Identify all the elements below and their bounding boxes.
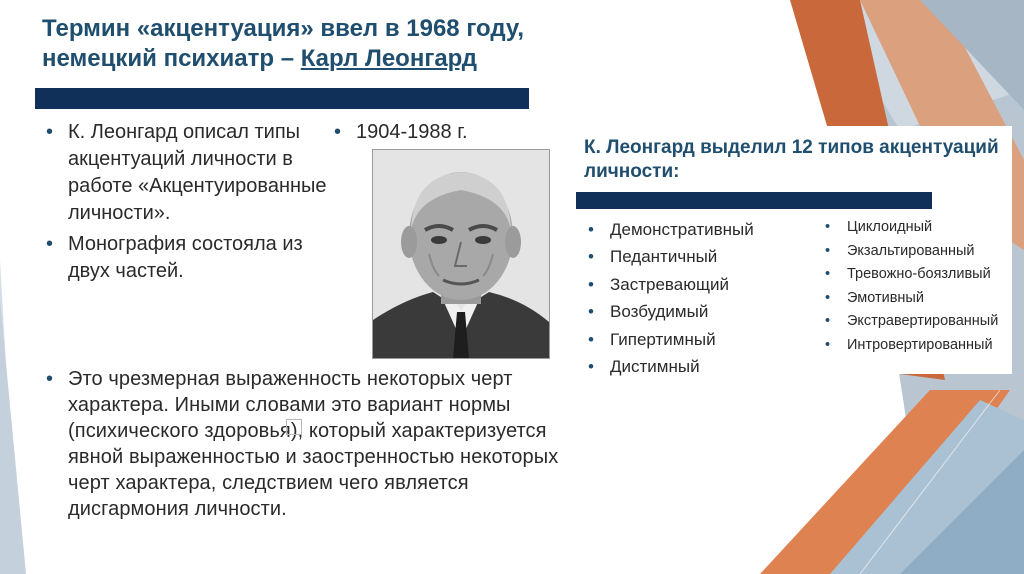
list-item: • Возбудимый <box>584 298 814 325</box>
panel-underline-bar <box>576 192 932 209</box>
bullet-icon: • <box>825 242 831 259</box>
list-item: • К. Леонгард описал типы акцентуаций личности в работе «Акцентуированные личности». <box>46 121 327 224</box>
list-item: • Экзальтированный <box>821 240 1011 264</box>
bullet-icon: • <box>46 368 54 390</box>
title-line-1: Термин «акцентуация» ввел в 1968 году, <box>42 15 525 42</box>
bullet-icon: • <box>588 302 594 322</box>
bullet-icon: • <box>825 219 831 235</box>
types-list-col1 <box>584 216 814 380</box>
bullet-icon: • <box>46 233 54 255</box>
list-item: • Монография состояла из двух частей. <box>46 233 303 282</box>
bullet-icon: • <box>825 313 831 329</box>
title-name-link[interactable]: Карл Леонгард <box>300 45 477 72</box>
portrait-image <box>373 150 549 358</box>
bullet-icon: • <box>588 220 594 239</box>
list-item: • Это чрезмерная выраженность некоторых черт характера. Иными словами это вариант нормы (психического здоровья), который характеризуется явной выраженностью и заостренностью некоторых черт характера, следствием чего является дисгармония личности. <box>46 368 559 520</box>
bullet-icon: • <box>334 121 342 143</box>
left-bullet-list <box>42 119 332 289</box>
list-item: • 1904-1988 г. <box>330 119 530 146</box>
types-panel <box>574 126 1012 377</box>
portrait-photo <box>372 149 550 359</box>
list-item: • Экстравертированный <box>821 310 1011 334</box>
left-edge-blue <box>0 300 26 574</box>
bullet-icon: • <box>825 266 831 282</box>
title-line-2-prefix: немецкий психиатр – <box>42 45 301 72</box>
placeholder-box-icon <box>286 419 302 435</box>
list-item: • Циклоидный <box>821 216 1011 240</box>
list-item: • Тревожно-боязливый <box>821 263 1011 287</box>
title-underline-bar <box>35 88 529 109</box>
bullet-icon: • <box>588 329 594 349</box>
bullet-icon: • <box>588 274 594 294</box>
years-bullet <box>330 119 530 146</box>
types-list-col2 <box>821 216 1011 357</box>
list-item: • Интровертированный <box>821 334 1011 358</box>
slide-title <box>42 14 602 74</box>
bullet-icon: • <box>46 121 54 143</box>
bullet-icon: • <box>588 357 594 377</box>
list-item: • Застревающий <box>584 271 814 298</box>
bullet-icon: • <box>825 289 831 306</box>
list-item: • Дистимный <box>584 353 814 380</box>
list-item: • Демонстративный <box>584 216 814 243</box>
panel-title: К. Леонгард выделил 12 типов акцентуаций личности: <box>584 137 999 182</box>
list-item: • Педантичный <box>584 243 814 270</box>
bullet-icon: • <box>588 247 594 267</box>
list-item: • Эмотивный <box>821 287 1011 311</box>
definition-bullet <box>42 366 562 522</box>
list-item: • Гипертимный <box>584 326 814 353</box>
bullet-icon: • <box>825 336 831 353</box>
